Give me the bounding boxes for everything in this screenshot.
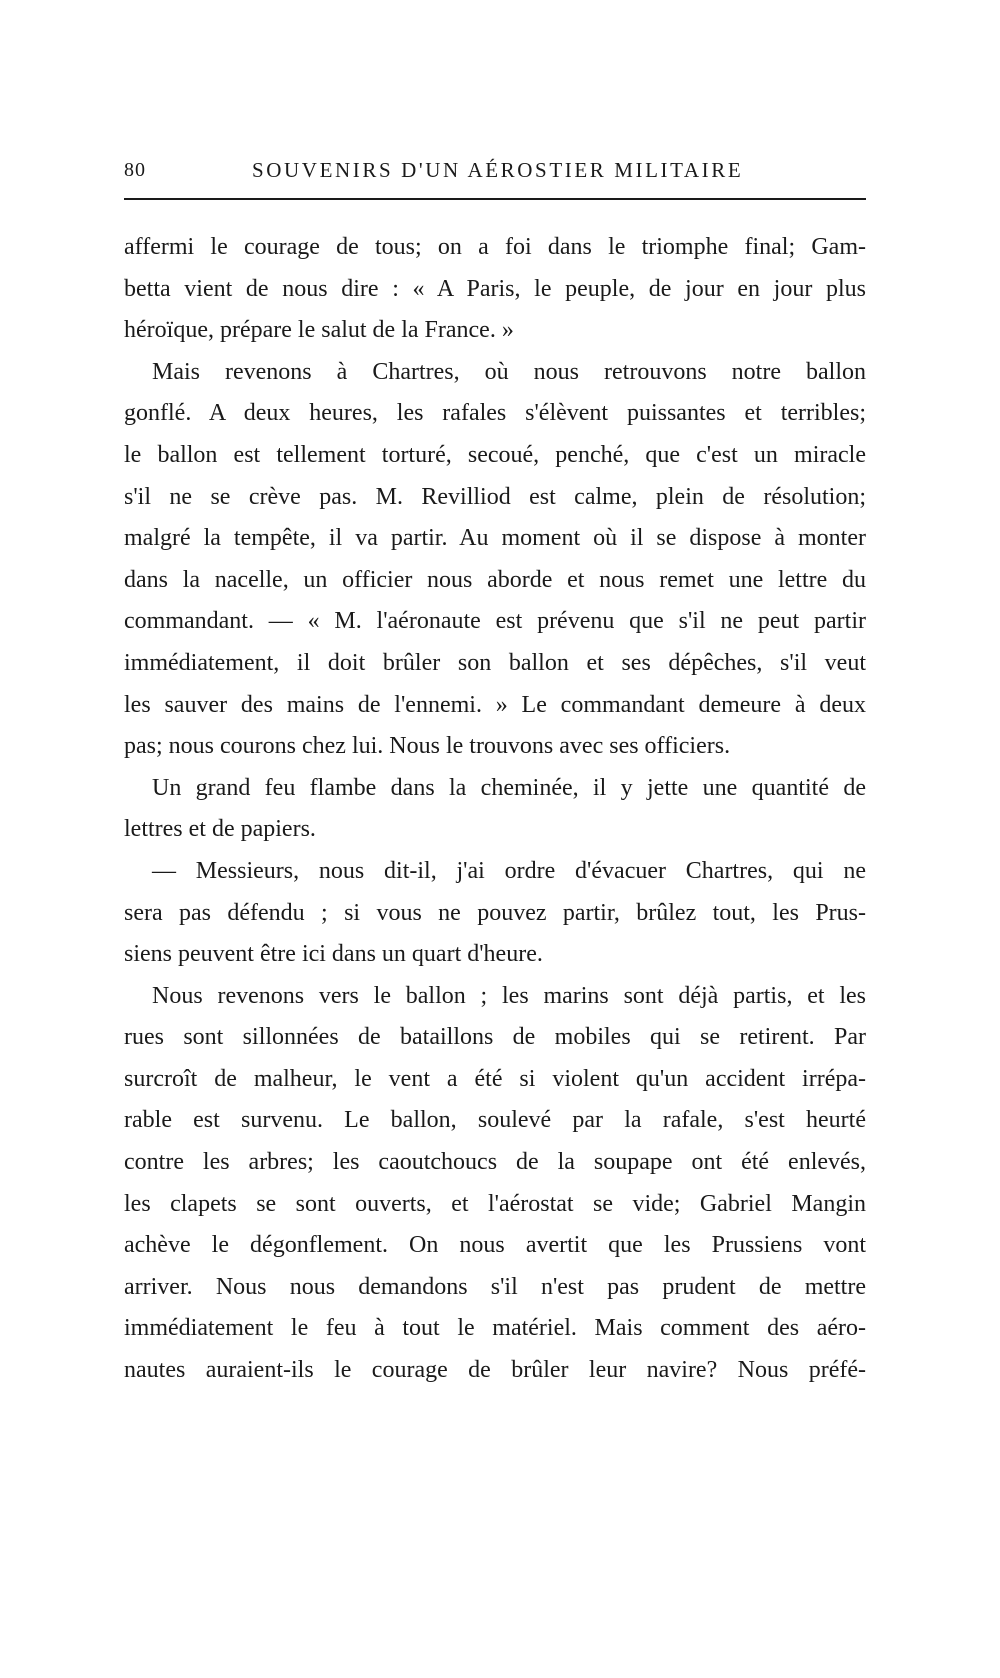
- text-line: s'il ne se crève pas. M. Revilliod est calme, plein de résolution;: [124, 483, 866, 510]
- running-title: SOUVENIRS D'UN AÉROSTIER MILITAIRE: [252, 158, 744, 182]
- text-line: Un grand feu flambe dans la cheminée, il y jette une quantité de: [152, 774, 866, 801]
- text-line: — Messieurs, nous dit-il, j'ai ordre d'évacuer Chartres, qui ne: [152, 857, 866, 884]
- body-text: [124, 227, 866, 1392]
- text-line: héroïque, prépare le salut de la France. »: [124, 317, 514, 344]
- text-line: nautes auraient-ils le courage de brûler leur navire? Nous préfé-: [124, 1357, 866, 1384]
- running-head: [124, 150, 866, 190]
- text-line: rues sont sillonnées de bataillons de mobiles qui se retirent. Par: [124, 1024, 866, 1051]
- text-line: gonflé. A deux heures, les rafales s'élèvent puissantes et terribles;: [124, 400, 866, 427]
- header-rule: [124, 198, 866, 200]
- text-line: les sauver des mains de l'ennemi. » Le commandant demeure à deux: [124, 691, 866, 718]
- page-number: 80: [124, 159, 146, 181]
- text-line: betta vient de nous dire : « A Paris, le peuple, de jour en jour plus: [124, 275, 866, 302]
- text-line: contre les arbres; les caoutchoucs de la soupape ont été enlevés,: [124, 1149, 866, 1176]
- text-line: arriver. Nous nous demandons s'il n'est pas prudent de mettre: [124, 1273, 866, 1300]
- text-line: sera pas défendu ; si vous ne pouvez partir, brûlez tout, les Prus-: [124, 899, 866, 926]
- text-line: achève le dégonflement. On nous avertit que les Prussiens vont: [124, 1232, 866, 1259]
- text-line: affermi le courage de tous; on a foi dans le triomphe final; Gam-: [124, 234, 866, 260]
- text-line: malgré la tempête, il va partir. Au moment où il se dispose à monter: [124, 525, 866, 552]
- text-line: siens peuvent être ici dans un quart d'heure.: [124, 941, 543, 968]
- text-line: immédiatement, il doit brûler son ballon et ses dépêches, s'il veut: [124, 649, 866, 676]
- text-line: dans la nacelle, un officier nous aborde et nous remet une lettre du: [124, 566, 866, 593]
- text-line: Mais revenons à Chartres, où nous retrouvons notre ballon: [152, 358, 866, 385]
- text-line: le ballon est tellement torturé, secoué, penché, que c'est un miracle: [124, 441, 866, 468]
- text-line: pas; nous courons chez lui. Nous le trouvons avec ses officiers.: [124, 733, 731, 760]
- text-line: Nous revenons vers le ballon ; les marins sont déjà partis, et les: [152, 982, 866, 1009]
- text-line: rable est survenu. Le ballon, soulevé par la rafale, s'est heurté: [124, 1107, 866, 1134]
- text-line: commandant. — « M. l'aéronaute est prévenu que s'il ne peut partir: [124, 608, 866, 635]
- text-line: lettres et de papiers.: [124, 816, 316, 843]
- text-line: les clapets se sont ouverts, et l'aérostat se vide; Gabriel Mangin: [124, 1190, 866, 1217]
- text-line: immédiatement le feu à tout le matériel. Mais comment des aéro-: [124, 1315, 866, 1342]
- text-line: surcroît de malheur, le vent a été si violent qu'un accident irrépa-: [124, 1065, 866, 1092]
